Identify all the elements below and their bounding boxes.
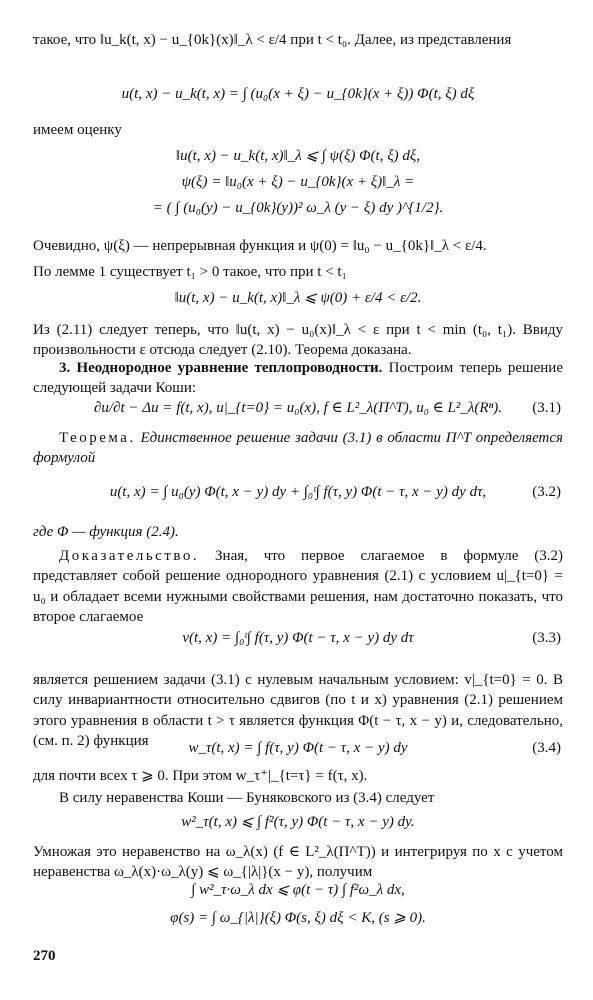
- paragraph-3: Очевидно, ψ(ξ) — непрерывная функция и ψ(0) = ‖u₀ − u_{0k}‖_λ < ε/4.: [33, 238, 487, 254]
- paragraph-9-text: Зная, что первое слагаемое в формуле (3.2) представляет собой решение однородного уравнения (2.1) с условием u|_{t=0} = u₀ и обладает всеми нужными свойствами решения, нам достаточно показать, что второе слагаемое: [33, 548, 563, 625]
- paragraph-9: [33, 546, 563, 627]
- formula-2: [33, 146, 563, 166]
- formula-10: [33, 812, 563, 832]
- paragraph-12: В силу неравенства Коши — Буняковского из (3.4) следует: [59, 790, 435, 806]
- paragraph-5: Из (2.11) следует теперь, что ‖u(t, x) − u₀(x)‖_λ < ε при t < min (t₀, t₁). Ввиду произвольности ε отсюда следует (2.10). Теорема доказана.: [33, 322, 563, 359]
- paragraph-4: По лемме 1 существует t₁ > 0 такое, что при t < t₁: [33, 264, 347, 280]
- formula-12: [33, 908, 563, 928]
- formula-4: [33, 198, 563, 218]
- formula-5: [33, 288, 563, 308]
- paragraph-1: такое, что ‖u_k(t, x) − u_{0k}(x)‖_λ < ε/4 при t < t₀. Далее, из представления: [33, 32, 512, 48]
- formula-2-text: ‖u(t, x) − u_k(t, x)‖_λ ⩽ ∫ ψ(ξ) Φ(t, ξ) dξ,: [175, 148, 421, 164]
- formula-12-text: φ(s) = ∫ ω_{|λ|}(ξ) Φ(s, ξ) dξ < K, (s ⩾ 0).: [170, 910, 426, 926]
- formula-8: [33, 628, 563, 648]
- formula-11-text: ∫ w²_τ·ω_λ dx ⩽ φ(t − τ) ∫ f²ω_λ dx,: [191, 882, 405, 898]
- paragraph-13: Умножая это неравенство на ω_λ(x) (f ∈ L²_λ(Π^T)) и интегрируя по x с учетом неравенства ω_λ(x)·ω_λ(y) ⩽ ω_{|λ|}(x − y), получим: [33, 844, 563, 881]
- formula-1-text: u(t, x) − u_k(t, x) = ∫ (u₀(x + ξ) − u_{0k}(x + ξ)) Φ(t, ξ) dξ: [121, 86, 475, 102]
- theorem-label: Теорема.: [59, 430, 136, 446]
- equation-number-3-2: (3.2): [532, 484, 561, 500]
- paragraph-6-text: Построим теперь решение следующей задачи Коши:: [33, 360, 563, 397]
- theorem-text: Единственное решение задачи (3.1) в области Π^T определяется формулой: [33, 430, 563, 467]
- equation-number-3-1: (3.1): [532, 400, 561, 416]
- equation-number-3-4: (3.4): [532, 740, 561, 756]
- formula-7: [33, 482, 563, 502]
- equation-number-3-3: (3.3): [532, 630, 561, 646]
- paragraph-10: является решением задачи (3.1) с нулевым начальным условием: v|_{t=0} = 0. В силу инвариантности относительно сдвигов (по t и x) уравнения (2.1) решением этого уравнения в области t > τ является функция Φ(t − τ, x − y) и, следовательно, (см. п. 2) функция: [33, 672, 563, 749]
- formula-6: [33, 398, 563, 418]
- paragraph-2: имеем оценку: [33, 122, 122, 138]
- page-number: 270: [33, 948, 56, 964]
- formula-4-text: = ( ∫ (u₀(y) − u_{0k}(y))² ω_λ (y − ξ) dy )^{1/2}.: [152, 200, 444, 216]
- formula-1: [33, 84, 563, 104]
- formula-3: [33, 172, 563, 192]
- formula-9-text: w_τ(t, x) = ∫ f(τ, y) Φ(t − τ, x − y) dy: [188, 740, 408, 756]
- paragraph-11: для почти всех τ ⩾ 0. При этом w_τ⁺|_{t=τ} = f(τ, x).: [33, 768, 368, 784]
- formula-5-text: ‖u(t, x) − u_k(t, x)‖_λ ⩽ ψ(0) + ε/4 < ε/2.: [174, 290, 422, 306]
- paragraph-7: [33, 428, 563, 469]
- paragraph-8: где Φ — функция (2.4).: [33, 524, 179, 540]
- section-heading: 3. Неоднородное уравнение теплопроводности.: [59, 360, 383, 376]
- formula-10-text: w²_τ(t, x) ⩽ ∫ f²(τ, y) Φ(t − τ, x − y) dy.: [181, 814, 415, 830]
- formula-6-text: ∂u/∂t − Δu = f(t, x), u|_{t=0} = u₀(x), f ∈ L²_λ(Π^T), u₀ ∈ L²_λ(Rⁿ).: [94, 400, 502, 416]
- formula-8-text: v(t, x) = ∫₀ᵗ∫ f(τ, y) Φ(t − τ, x − y) dy dτ: [182, 630, 414, 646]
- proof-label: Доказательство.: [59, 548, 200, 564]
- formula-7-text: u(t, x) = ∫ u₀(y) Φ(t, x − y) dy + ∫₀ᵗ∫ f(τ, y) Φ(t − τ, x − y) dy dτ,: [109, 484, 487, 500]
- formula-11: [33, 880, 563, 900]
- formula-3-text: ψ(ξ) = ‖u₀(x + ξ) − u_{0k}(x + ξ)‖_λ =: [181, 174, 415, 190]
- paragraph-6: [33, 358, 563, 399]
- formula-9: [33, 738, 563, 758]
